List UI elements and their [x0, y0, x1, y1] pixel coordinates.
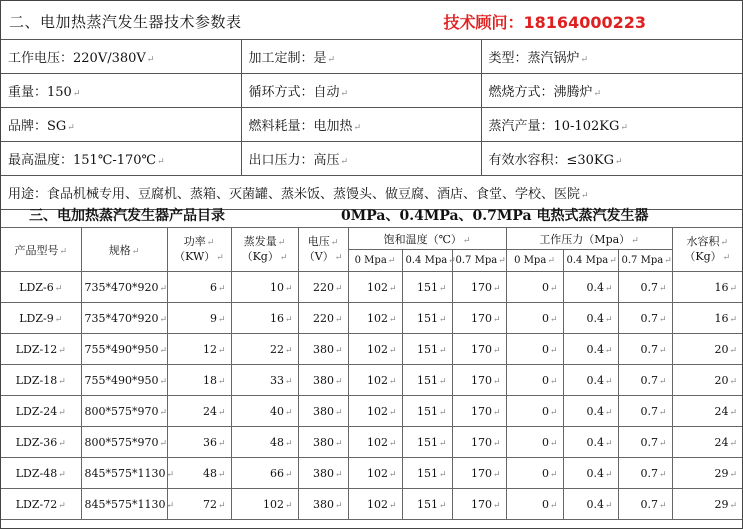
spec-cell: 类型：蒸汽锅炉↵ — [481, 40, 742, 74]
table-row — [1, 303, 742, 334]
col-model: 产品型号↵ — [1, 228, 81, 272]
cell-water: 20↵ — [672, 334, 742, 365]
cell-size: 800*575*970↵ — [81, 396, 167, 427]
cell-size: 845*575*1130↵ — [81, 489, 167, 520]
col-size: 规格↵ — [81, 228, 167, 272]
cell-w0: 0↵ — [506, 272, 563, 303]
cell-size: 735*470*920↵ — [81, 272, 167, 303]
usage-cell: 用途：食品机械专用、豆腐机、蒸箱、灭菌罐、蒸米饭、蒸馒头、做豆腐、酒店、食堂、学校、医院↵ — [1, 176, 742, 210]
cell-evap: 48↵ — [231, 427, 298, 458]
cell-w07: 0.7↵ — [618, 427, 672, 458]
col-pressure-0mpa: 0 Mpa↵ — [506, 250, 563, 272]
cell-t07: 170↵ — [452, 458, 506, 489]
cell-power: 18↵ — [167, 365, 231, 396]
cell-w0: 0↵ — [506, 365, 563, 396]
cell-t0: 102↵ — [348, 272, 402, 303]
cell-water: 16↵ — [672, 303, 742, 334]
cell-w04: 0.4↵ — [563, 396, 618, 427]
catalog-title: 三、电加热蒸汽发生器产品目录 — [29, 208, 225, 224]
cell-w0: 0↵ — [506, 396, 563, 427]
cell-t04: 151↵ — [402, 396, 452, 427]
cell-voltage: 380↵ — [298, 458, 348, 489]
cell-w07: 0.7↵ — [618, 303, 672, 334]
col-temp-07mpa: 0.7 Mpa↵ — [452, 250, 506, 272]
cell-voltage: 220↵ — [298, 303, 348, 334]
cell-t04: 151↵ — [402, 303, 452, 334]
spec-cell: 加工定制：是↵ — [241, 40, 481, 74]
cell-w04: 0.4↵ — [563, 458, 618, 489]
cell-t07: 170↵ — [452, 396, 506, 427]
cell-voltage: 380↵ — [298, 396, 348, 427]
cell-w0: 0↵ — [506, 334, 563, 365]
table-row — [1, 396, 742, 427]
section-title-specs: 二、电加热蒸汽发生器技术参数表 — [9, 13, 242, 31]
section-title-catalog — [1, 201, 742, 227]
col-water-volume: 水容积↵ （Kg）↵ — [672, 228, 742, 272]
specs-row — [1, 74, 742, 108]
cell-t0: 102↵ — [348, 427, 402, 458]
cell-w0: 0↵ — [506, 303, 563, 334]
col-temp-0mpa: 0 Mpa↵ — [348, 250, 402, 272]
col-temp-04mpa: 0.4 Mpa↵ — [402, 250, 452, 272]
cell-water: 29↵ — [672, 489, 742, 520]
cell-size: 735*470*920↵ — [81, 303, 167, 334]
col-power: 功率↵ （KW）↵ — [167, 228, 231, 272]
cell-t0: 102↵ — [348, 489, 402, 520]
cell-power: 36↵ — [167, 427, 231, 458]
cell-evap: 102↵ — [231, 489, 298, 520]
cell-t07: 170↵ — [452, 334, 506, 365]
cell-w0: 0↵ — [506, 458, 563, 489]
cell-t0: 102↵ — [348, 303, 402, 334]
contact-phone: 技术顾问：18164000223 — [443, 13, 646, 32]
cell-evap: 66↵ — [231, 458, 298, 489]
cell-power: 72↵ — [167, 489, 231, 520]
cell-t0: 102↵ — [348, 365, 402, 396]
header — [1, 1, 742, 39]
cell-water: 24↵ — [672, 396, 742, 427]
cell-w0: 0↵ — [506, 489, 563, 520]
cell-model: LDZ-6↵ — [1, 272, 81, 303]
cell-w04: 0.4↵ — [563, 365, 618, 396]
cell-t0: 102↵ — [348, 334, 402, 365]
col-pressure-07mpa: 0.7 Mpa↵ — [618, 250, 672, 272]
cell-t07: 170↵ — [452, 303, 506, 334]
catalog-header-row — [1, 228, 742, 250]
cell-t04: 151↵ — [402, 458, 452, 489]
cell-t04: 151↵ — [402, 365, 452, 396]
cell-size: 755*490*950↵ — [81, 334, 167, 365]
table-row — [1, 334, 742, 365]
catalog-body — [1, 272, 742, 520]
cell-voltage: 380↵ — [298, 365, 348, 396]
cell-t04: 151↵ — [402, 427, 452, 458]
cell-model: LDZ-24↵ — [1, 396, 81, 427]
specs-row — [1, 40, 742, 74]
cell-voltage: 380↵ — [298, 427, 348, 458]
cell-w04: 0.4↵ — [563, 303, 618, 334]
cell-t07: 170↵ — [452, 365, 506, 396]
cell-model: LDZ-72↵ — [1, 489, 81, 520]
table-row — [1, 272, 742, 303]
table-row — [1, 365, 742, 396]
spec-cell: 出口压力：高压↵ — [241, 142, 481, 176]
specs-table — [1, 39, 742, 210]
cell-power: 48↵ — [167, 458, 231, 489]
cell-size: 845*575*1130↵ — [81, 458, 167, 489]
cell-w04: 0.4↵ — [563, 334, 618, 365]
spec-cell: 燃料耗量：电加热↵ — [241, 108, 481, 142]
col-voltage: 电压↵ （V）↵ — [298, 228, 348, 272]
cell-model: LDZ-9↵ — [1, 303, 81, 334]
cell-voltage: 220↵ — [298, 272, 348, 303]
spec-cell: 蒸汽产量：10-102KG↵ — [481, 108, 742, 142]
cell-t07: 170↵ — [452, 272, 506, 303]
cell-t04: 151↵ — [402, 334, 452, 365]
cell-size: 755*490*950↵ — [81, 365, 167, 396]
col-evaporation: 蒸发量↵ （Kg）↵ — [231, 228, 298, 272]
cell-model: LDZ-12↵ — [1, 334, 81, 365]
cell-power: 9↵ — [167, 303, 231, 334]
table-row — [1, 458, 742, 489]
cell-size: 800*575*970↵ — [81, 427, 167, 458]
cell-w04: 0.4↵ — [563, 272, 618, 303]
catalog-subtitle: 0MPa、0.4MPa、0.7MPa 电热式蒸汽发生器 — [341, 208, 649, 224]
cell-t07: 170↵ — [452, 427, 506, 458]
spec-cell: 最高温度：151℃-170℃↵ — [1, 142, 241, 176]
cell-water: 24↵ — [672, 427, 742, 458]
cell-model: LDZ-36↵ — [1, 427, 81, 458]
cell-w07: 0.7↵ — [618, 272, 672, 303]
cell-w04: 0.4↵ — [563, 489, 618, 520]
catalog-table — [1, 227, 742, 520]
cell-w07: 0.7↵ — [618, 365, 672, 396]
cell-voltage: 380↵ — [298, 334, 348, 365]
cell-w07: 0.7↵ — [618, 458, 672, 489]
specs-row — [1, 108, 742, 142]
specs-row — [1, 142, 742, 176]
cell-water: 29↵ — [672, 458, 742, 489]
cell-t0: 102↵ — [348, 396, 402, 427]
cell-w04: 0.4↵ — [563, 427, 618, 458]
cell-w07: 0.7↵ — [618, 396, 672, 427]
spec-cell: 工作电压：220V/380V↵ — [1, 40, 241, 74]
col-pressure-04mpa: 0.4 Mpa↵ — [563, 250, 618, 272]
cell-evap: 40↵ — [231, 396, 298, 427]
cell-evap: 16↵ — [231, 303, 298, 334]
spec-cell: 燃烧方式：沸腾炉↵ — [481, 74, 742, 108]
cell-model: LDZ-48↵ — [1, 458, 81, 489]
cell-voltage: 380↵ — [298, 489, 348, 520]
cell-evap: 22↵ — [231, 334, 298, 365]
spec-cell: 循环方式：自动↵ — [241, 74, 481, 108]
table-row — [1, 427, 742, 458]
spec-cell: 品牌：SG↵ — [1, 108, 241, 142]
cell-t07: 170↵ — [452, 489, 506, 520]
spec-cell: 重量：150↵ — [1, 74, 241, 108]
cell-evap: 10↵ — [231, 272, 298, 303]
col-group-work-pressure: 工作压力（Mpa）↵ — [506, 228, 672, 250]
col-group-saturation-temp: 饱和温度（℃）↵ — [348, 228, 506, 250]
cell-power: 24↵ — [167, 396, 231, 427]
cell-t0: 102↵ — [348, 458, 402, 489]
cell-water: 16↵ — [672, 272, 742, 303]
cell-w07: 0.7↵ — [618, 489, 672, 520]
cell-w07: 0.7↵ — [618, 334, 672, 365]
cell-model: LDZ-18↵ — [1, 365, 81, 396]
cell-power: 6↵ — [167, 272, 231, 303]
cell-t04: 151↵ — [402, 489, 452, 520]
cell-w0: 0↵ — [506, 427, 563, 458]
cell-t04: 151↵ — [402, 272, 452, 303]
cell-water: 20↵ — [672, 365, 742, 396]
spec-cell: 有效水容积：≤30KG↵ — [481, 142, 742, 176]
cell-evap: 33↵ — [231, 365, 298, 396]
table-row — [1, 489, 742, 520]
cell-power: 12↵ — [167, 334, 231, 365]
